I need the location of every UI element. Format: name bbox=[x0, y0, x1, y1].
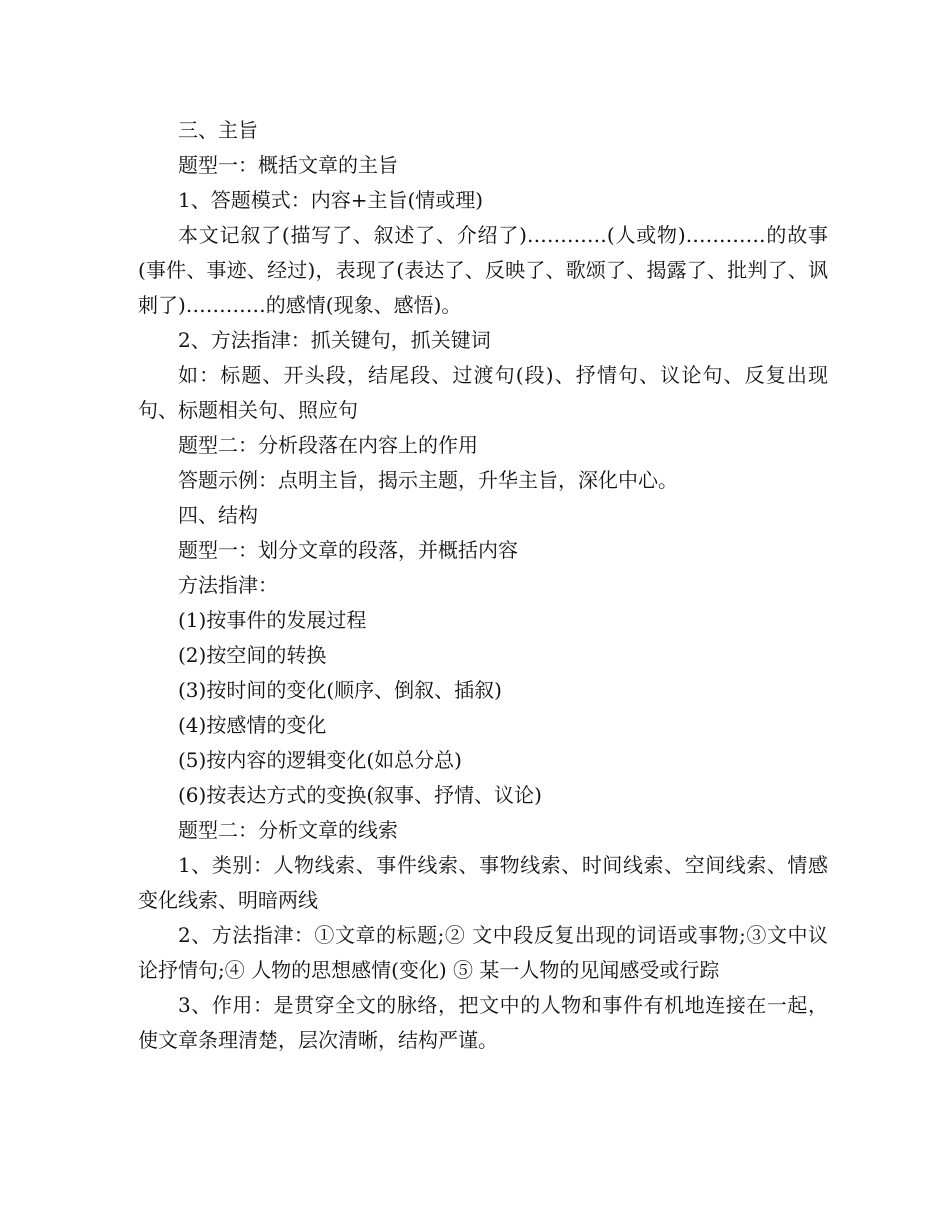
list-item: (1)按事件的发展过程 bbox=[178, 608, 367, 632]
clue-function-paragraph: 3、作用：是贯穿全文的脉络，把文中的人物和事件有机地连接在一起，使文章条理清楚，层次清晰，结构严谨。 bbox=[138, 993, 828, 1052]
question-type-heading: 题型一：概括文章的主旨 bbox=[178, 153, 398, 177]
section-heading-theme: 三、主旨 bbox=[178, 118, 258, 142]
question-type-heading: 题型一：划分文章的段落，并概括内容 bbox=[178, 538, 518, 562]
document-page bbox=[138, 113, 828, 1058]
list-item: (2)按空间的转换 bbox=[178, 643, 327, 667]
list-item: (3)按时间的变化(顺序、倒叙、插叙) bbox=[178, 678, 502, 702]
question-type-heading: 题型二：分析文章的线索 bbox=[178, 818, 398, 842]
answer-template-paragraph: 本文记叙了(描写了、叙述了、介绍了)…………(人或物)…………的故事(事件、事迹、经过)，表现了(表达了、反映了、歌颂了、揭露了、批判了、讽刺了)…………的感情(现象、感悟)。 bbox=[138, 223, 828, 317]
clue-method-paragraph: 2、方法指津：①文章的标题;② 文中段反复出现的词语或事物;③文中议论抒情句;④ 人物的思想感情(变化) ⑤ 某一人物的见闻感受或行踪 bbox=[138, 923, 828, 982]
list-item: (6)按表达方式的变换(叙事、抒情、议论) bbox=[178, 783, 542, 807]
method-examples-paragraph: 如：标题、开头段，结尾段、过渡句(段)、抒情句、议论句、反复出现句、标题相关句、照应句 bbox=[138, 363, 828, 422]
method-guide-item: 2、方法指津：抓关键句，抓关键词 bbox=[178, 328, 491, 352]
answer-example-paragraph: 答题示例：点明主旨，揭示主题，升华主旨，深化中心。 bbox=[178, 468, 678, 492]
list-item: (5)按内容的逻辑变化(如总分总) bbox=[178, 748, 462, 772]
answer-pattern-item: 1、答题模式：内容+主旨(情或理) bbox=[178, 188, 484, 212]
method-guide-label: 方法指津： bbox=[178, 573, 278, 597]
section-heading-structure: 四、结构 bbox=[178, 503, 258, 527]
list-item: (4)按感情的变化 bbox=[178, 713, 327, 737]
clue-types-paragraph: 1、类别：人物线索、事件线索、事物线索、时间线索、空间线索、情感变化线索、明暗两线 bbox=[138, 853, 828, 912]
question-type-heading: 题型二：分析段落在内容上的作用 bbox=[178, 433, 478, 457]
